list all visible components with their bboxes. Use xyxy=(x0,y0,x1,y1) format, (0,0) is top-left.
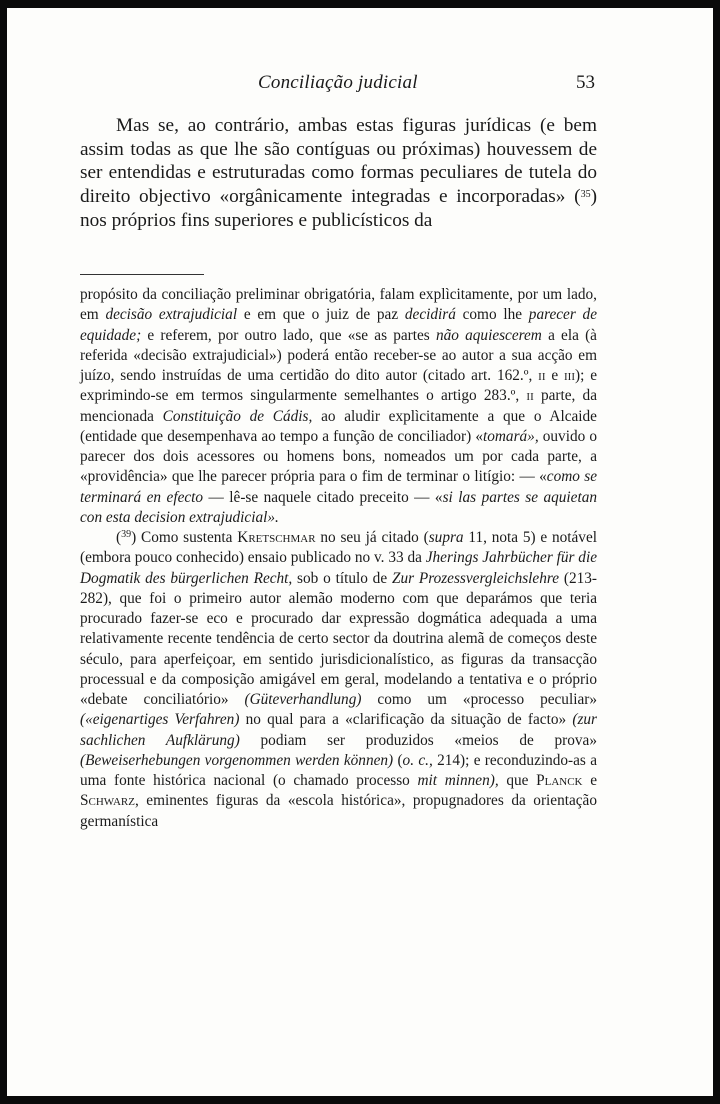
page-number: 53 xyxy=(576,72,595,93)
footnote-number: 39 xyxy=(121,529,132,540)
footnote-reference: 35 xyxy=(580,189,591,201)
book-page xyxy=(7,8,713,1096)
footnote-continued: propósito da conciliação preliminar obrigatória, falam explìcitamente, por um lado, em decisão extrajudicial e em que o juiz de paz decidirá como lhe parecer de equidade; e referem, por outro lado, que «se as partes não aquiescerem a ela (à referida «decisão extrajudicial») poderá então receber-se ao autor a sua acção em juízo, sendo instruídas de uma certidão do dito autor (citado art. 162.º, ii e iii); e exprimindo-se em termos singularmente semelhantes o artigo 283.º, ii parte, da mencionada Constituição de Cádis, ao aludir explìcitamente a que o Alcaide (entidade que desempenhava ao tempo a função de conciliador) «tomará», ouvido o parecer dos dois acessores ou homens bons, nomeados um por cada parte, a «providência» que lhe parecer própria para o fim de terminar o litígio: — «como se terminará en efecto — lê-se naquele citado preceito — «si las partes se aquietan con esta decision extrajudicial». xyxy=(80,286,598,526)
scan-border-top xyxy=(0,0,720,8)
scan-border-right xyxy=(713,0,720,1104)
scan-border-left xyxy=(0,0,7,1104)
footnote-separator xyxy=(80,274,204,275)
body-paragraph: Mas se, ao contrário, ambas estas figuras jurídicas (e bem assim todas as que lhe são contíguas ou próximas) houvessem de ser entendidas e estruturadas como formas peculiares de tutela do direito objectivo «orgânicamente integradas e incorporadas» ($^{35}$) nos próprios fins superiores e publicísticos da xyxy=(80,115,597,231)
footnote-39: ($^{39}$) Como sustenta Kretschmar no seu já citado (supra 11, nota 5) e notável (embora pouco conhecido) ensaio publicado no v. 33 da Jherings Jahrbücher für die Dogmatik des bürgerlichen Recht, sob o título de Zur Prozessvergleichslehre (213-282), que foi o primeiro autor alemão moderno com que deparámos que teria procurado fazer-se eco e procurado dar expressão dogmática adequada a uma relativamente recente tendência de certo sector da doutrina alemã de começos deste século, para aperfeiçoar, em sentido jurisdicionalístico, as figuras da transacção processual e da composição amigável em geral, modelando a tentativa e o próprio «debate conciliatório» (Güteverhandlung) como um «processo peculiar» («eigenartiges Verfahren) no qual para a «clarificação da situação de facto» (zur sachlichen Aufklärung) podiam ser produzidos «meios de prova» (Beweiserhebungen vorgenommen werden können) (o. c., 214); e reconduzindo-as a uma fonte histórica nacional (o chamado processo mit minnen), que Planck e Schwarz, eminentes figuras da «escola histórica», propugnadores da orientação germanística xyxy=(80,529,597,830)
scan-border-bottom xyxy=(0,1096,720,1104)
footnotes xyxy=(80,285,597,832)
running-title: Conciliação judicial xyxy=(258,72,418,93)
running-header xyxy=(7,72,713,102)
